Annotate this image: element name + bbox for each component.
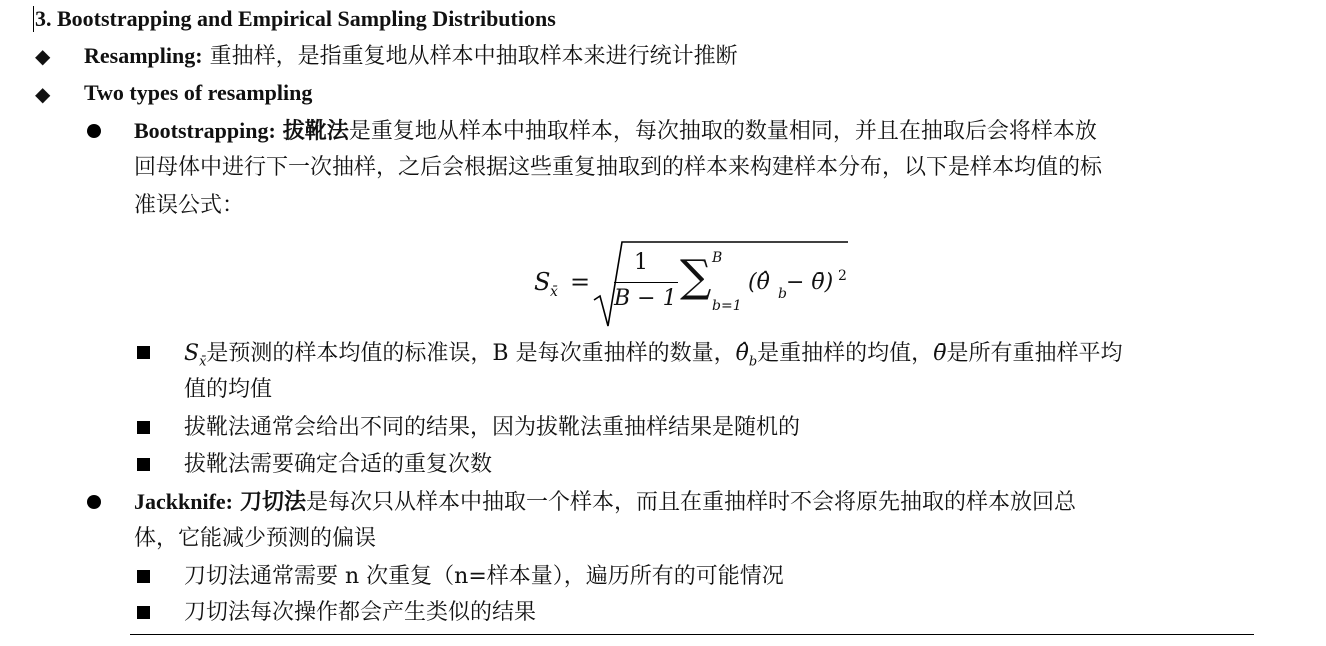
- circle-bullet-icon: [87, 495, 101, 509]
- square-bullet-icon: [137, 570, 150, 583]
- jackknife-label: Jackknife:: [134, 489, 233, 514]
- sum-upper: B: [712, 250, 723, 266]
- bootstrapping-line-2: 回母体中进行下一次抽样，之后会根据这些重复抽取到的样本来构建样本分布，以下是样本均值的标: [134, 155, 1103, 180]
- formula-numerator: 1: [634, 250, 648, 275]
- boot-point-1-b: 是重抽样的均值，: [757, 341, 934, 366]
- sum-lower: b=1: [712, 298, 742, 314]
- diamond-bullet-icon: ◆: [35, 44, 51, 68]
- jackknife-term: 刀切法: [240, 489, 307, 514]
- standard-error-formula: [530, 236, 860, 332]
- bootstrapping-line-3: 准误公式：: [134, 193, 245, 218]
- se-symbol: S: [184, 341, 200, 366]
- square-bullet-icon: [137, 346, 150, 359]
- jackknife-line-1: [134, 485, 1076, 520]
- se-symbol-sub: x̄: [199, 354, 207, 370]
- formula-power: 2: [838, 268, 847, 284]
- bootstrapping-term: 拔靴法: [282, 118, 349, 143]
- formula-body: (θ̂: [748, 270, 770, 295]
- formula-lhs: S: [534, 268, 551, 296]
- resampling-text: 重抽样，是指重复地从样本中抽取样本来进行统计推断: [209, 44, 738, 69]
- section-heading: 3. Bootstrapping and Empirical Sampling Distributions: [35, 6, 556, 31]
- theta-bar-symbol: θ̄: [933, 341, 947, 366]
- theta-hat-symbol: θ̂: [735, 341, 749, 366]
- formula-body-sub: b: [778, 286, 787, 302]
- resampling-item: [84, 39, 738, 74]
- divider-line: [130, 634, 1254, 635]
- sum-icon: ∑: [680, 251, 712, 302]
- bootstrapping-label: Bootstrapping:: [134, 118, 276, 143]
- boot-point-1: [184, 337, 1122, 379]
- theta-hat-sub: b: [748, 354, 758, 370]
- formula-body-rest: − θ̄): [786, 270, 834, 295]
- diamond-bullet-icon: ◆: [35, 82, 51, 106]
- boot-point-1-cont: 值的均值: [184, 377, 273, 402]
- boot-point-1-c: 是所有重抽样平均: [946, 341, 1123, 366]
- square-bullet-icon: [137, 606, 150, 619]
- jack-point-2: 刀切法每次操作都会产生类似的结果: [184, 600, 537, 625]
- formula-denominator: B − 1: [614, 286, 677, 311]
- formula-equals: =: [570, 268, 591, 296]
- bootstrapping-text-1: 是重复地从样本中抽取样本，每次抽取的数量相同，并且在抽取后会将样本放: [348, 119, 1097, 144]
- formula-lhs-sub: x̄: [550, 284, 558, 300]
- fraction-bar: [614, 282, 678, 283]
- two-types-item: Two types of resampling: [84, 80, 313, 105]
- jackknife-text-1: 是每次只从样本中抽取一个样本，而且在重抽样时不会将原先抽取的样本放回总: [306, 490, 1077, 515]
- jack-point-1: 刀切法通常需要 n 次重复（n=样本量），遍历所有的可能情况: [184, 564, 784, 589]
- resampling-label: Resampling:: [84, 43, 203, 68]
- boot-point-3: 拔靴法需要确定合适的重复次数: [184, 452, 493, 477]
- jackknife-line-2: 体，它能减少预测的偏误: [134, 526, 377, 551]
- bootstrapping-line-1: [134, 114, 1097, 149]
- text-cursor: [33, 6, 34, 32]
- circle-bullet-icon: [87, 124, 101, 138]
- boot-point-2: 拔靴法通常会给出不同的结果，因为拔靴法重抽样结果是随机的: [184, 415, 801, 440]
- square-bullet-icon: [137, 458, 150, 471]
- boot-point-1-a: 是预测的样本均值的标准误，B 是每次重抽样的数量，: [206, 341, 736, 366]
- square-bullet-icon: [137, 421, 150, 434]
